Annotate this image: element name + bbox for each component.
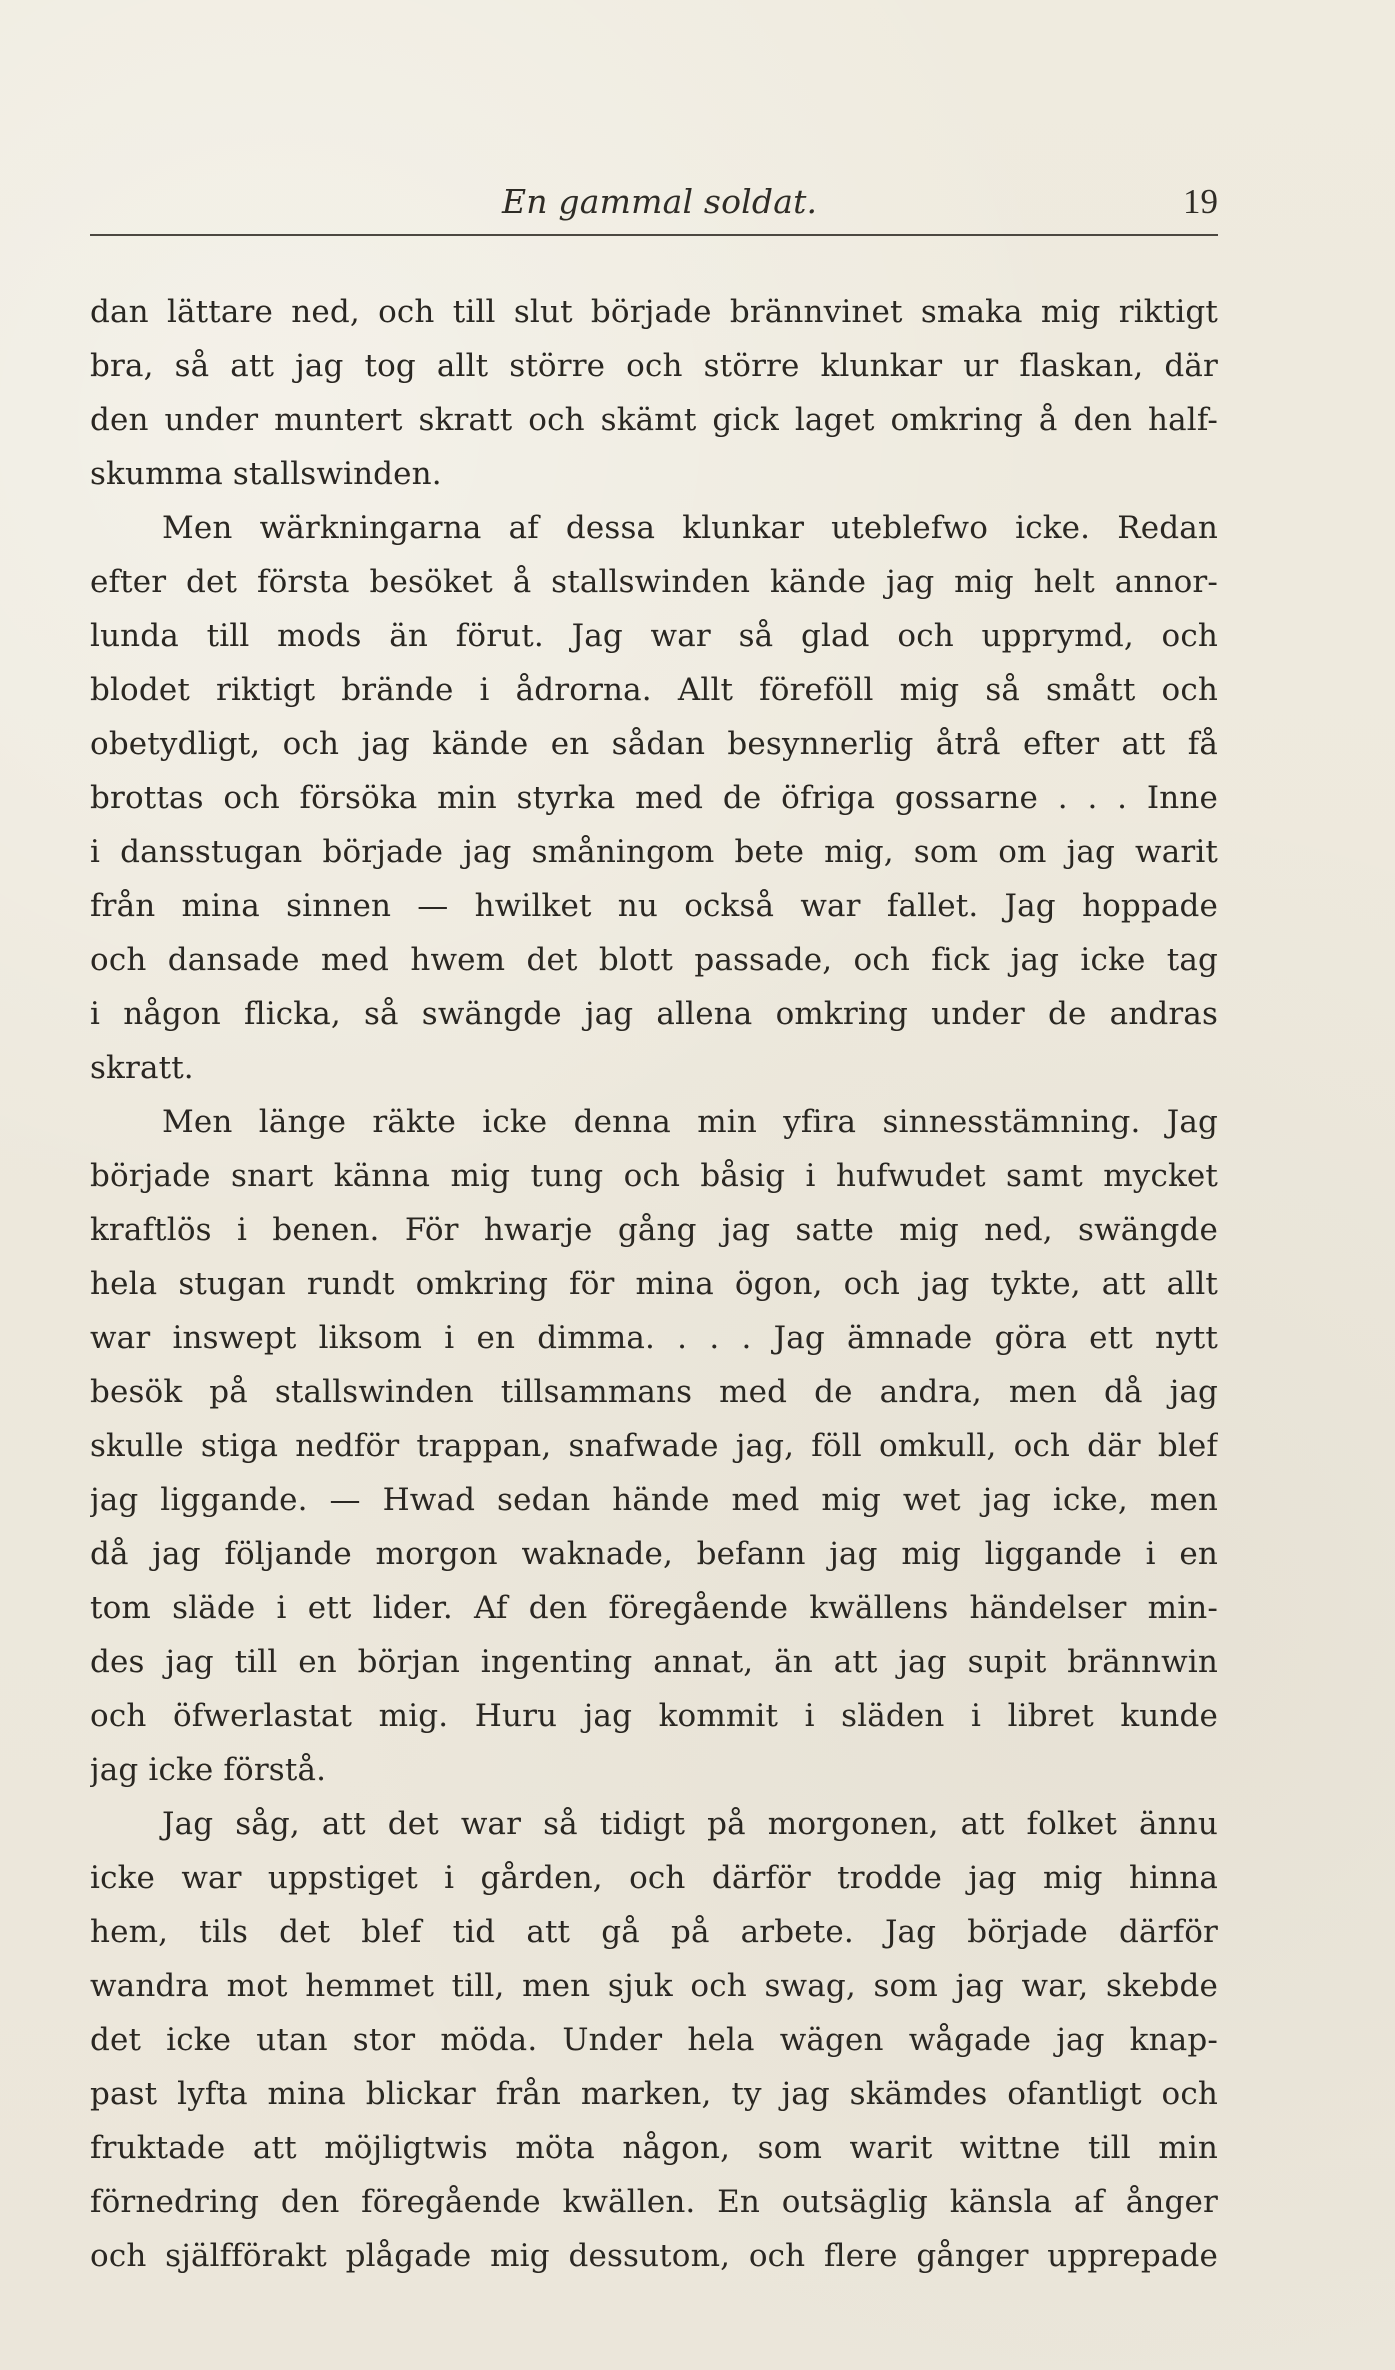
body-text [90, 285, 1218, 2283]
text-line: förnedring den föregående kwällen. En outsäglig känsla af ånger [90, 2184, 1218, 2220]
text-line: då jag följande morgon waknade, befann jag mig liggande i en [90, 1536, 1218, 1572]
text-line: i någon flicka, så swängde jag allena omkring under de andras [90, 996, 1218, 1032]
text-line: och öfwerlastat mig. Huru jag kommit i släden i libret kunde [90, 1698, 1218, 1734]
text-line: bra, så att jag tog allt större och större klunkar ur flaskan, där [90, 348, 1218, 384]
text-line: brottas och försöka min styrka med de öfriga gossarne . . . Inne [90, 780, 1218, 816]
text-line: den under muntert skratt och skämt gick laget omkring å den half- [90, 402, 1218, 438]
header-rule [90, 234, 1218, 236]
text-line: från mina sinnen — hwilket nu också war fallet. Jag hoppade [90, 888, 1218, 924]
paragraph-start-line: Jag såg, att det war så tidigt på morgonen, att folket ännu [162, 1806, 1218, 1842]
text-line: past lyfta mina blickar från marken, ty jag skämdes ofantligt och [90, 2076, 1218, 2112]
text-line: wandra mot hemmet till, men sjuk och swag, som jag war, skebde [90, 1968, 1218, 2004]
running-title: En gammal soldat. [502, 182, 818, 221]
text-line: jag liggande. — Hwad sedan hände med mig wet jag icke, men [90, 1482, 1218, 1518]
text-line: hela stugan rundt omkring för mina ögon, och jag tykte, att allt [90, 1266, 1218, 1302]
text-line: blodet riktigt brände i ådrorna. Allt föreföll mig så smått och [90, 672, 1218, 708]
paragraph-start-line: Men wärkningarna af dessa klunkar uteblefwo icke. Redan [162, 510, 1218, 546]
text-line: skumma stallswinden. [90, 456, 442, 492]
text-line: lunda till mods än förut. Jag war så glad och upprymd, och [90, 618, 1218, 654]
text-line: och själfförakt plågade mig dessutom, och flere gånger upprepade [90, 2238, 1218, 2274]
page-number: 19 [1183, 182, 1218, 221]
text-line: det icke utan stor möda. Under hela wägen wågade jag knap- [90, 2022, 1218, 2058]
text-line: jag icke förstå. [90, 1752, 327, 1788]
text-line: skulle stiga nedför trappan, snafwade jag, föll omkull, och där blef [90, 1428, 1218, 1464]
text-line: besök på stallswinden tillsammans med de andra, men då jag [90, 1374, 1218, 1410]
text-line: efter det första besöket å stallswinden kände jag mig helt annor- [90, 564, 1218, 600]
text-line: och dansade med hwem det blott passade, och fick jag icke tag [90, 942, 1218, 978]
page-header [90, 182, 1218, 242]
text-line: skratt. [90, 1050, 194, 1086]
text-line: i dansstugan började jag småningom bete mig, som om jag warit [90, 834, 1218, 870]
text-line: fruktade att möjligtwis möta någon, som warit wittne till min [90, 2130, 1218, 2166]
text-line: hem, tils det blef tid att gå på arbete. Jag började därför [90, 1914, 1218, 1950]
text-line: icke war uppstiget i gården, och därför trodde jag mig hinna [90, 1860, 1218, 1896]
text-line: obetydligt, och jag kände en sådan besynnerlig åtrå efter att få [90, 726, 1218, 762]
text-line: tom släde i ett lider. Af den föregående kwällens händelser min- [90, 1590, 1218, 1626]
text-line: des jag till en början ingenting annat, än att jag supit brännwin [90, 1644, 1218, 1680]
text-line: dan lättare ned, och till slut började brännvinet smaka mig riktigt [90, 294, 1218, 330]
text-line: kraftlös i benen. För hwarje gång jag satte mig ned, swängde [90, 1212, 1218, 1248]
text-line: war inswept liksom i en dimma. . . . Jag ämnade göra ett nytt [90, 1320, 1218, 1356]
paragraph-start-line: Men länge räkte icke denna min yfira sinnesstämning. Jag [162, 1104, 1218, 1140]
text-line: började snart känna mig tung och båsig i hufwudet samt mycket [90, 1158, 1218, 1194]
